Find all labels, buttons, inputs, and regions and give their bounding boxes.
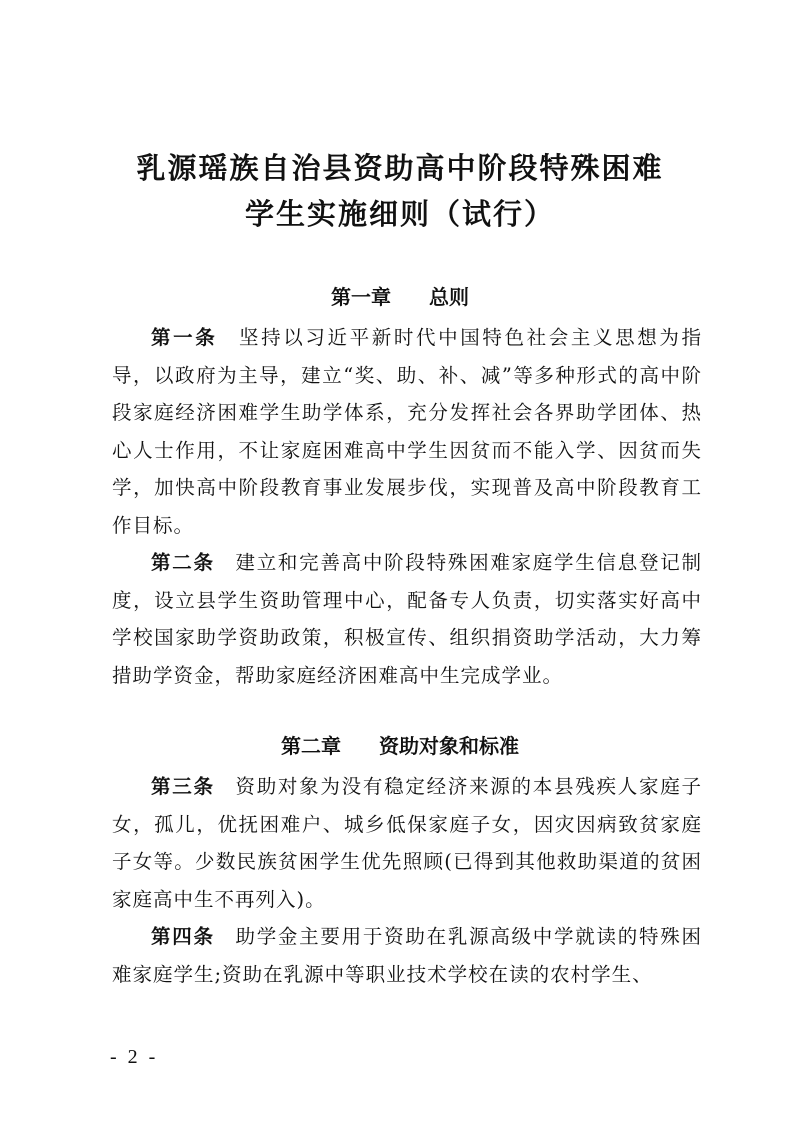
chapter-2-number: 第二章 [281, 734, 341, 758]
chapter-2-name: 资助对象和标准 [379, 734, 519, 758]
article-2-label: 第二条 [151, 551, 215, 574]
chapter-1-number: 第一章 [331, 285, 391, 309]
article-4-label: 第四条 [151, 925, 215, 948]
chapter-1-heading [0, 283, 800, 311]
document-title-line-1: 乳源瑶族自治县资助高中阶段特殊困难 [136, 151, 664, 185]
chapter-2-heading [0, 732, 800, 760]
article-4 [112, 918, 702, 993]
page-number: - 2 - [110, 1046, 159, 1068]
article-4-text: 助学金主要用于资助在乳源高级中学就读的特殊困难家庭学生;资助在乳源中等职业技术学校在读的农村学生、 [112, 925, 702, 986]
article-1-text: 坚持以习近平新时代中国特色社会主义思想为指导，以政府为主导，建立“奖、助、补、减”等多种形式的高中阶段家庭经济困难学生助学体系，充分发挥社会各界助学团体、热心人士作用，不让家庭困难高中学生因贫而不能入学、因贫而失学，加快高中阶段教育事业发展步伐，实现普及高中阶段教育工作目标。 [112, 326, 702, 537]
article-2-text: 建立和完善高中阶段特殊困难家庭学生信息登记制度，设立县学生资助管理中心，配备专人负责，切实落实好高中学校国家助学资助政策，积极宣传、组织捐资助学活动，大力筹措助学资金，帮助家庭经济困难高中生完成学业。 [112, 551, 702, 687]
document-title-line-2: 学生实施细则（试行） [244, 197, 555, 231]
chapter-1-name: 总则 [429, 285, 469, 309]
article-2 [112, 544, 702, 694]
article-3-text: 资助对象为没有稳定经济来源的本县残疾人家庭子女，孤儿，优抚困难户、城乡低保家庭子女，因灾因病致贫家庭子女等。少数民族贫困学生优先照顾(已得到其他救助渠道的贫困家庭高中生不再列入)。 [112, 775, 702, 911]
article-1 [112, 319, 702, 545]
article-3 [112, 768, 702, 918]
article-1-label: 第一条 [151, 326, 218, 349]
article-3-label: 第三条 [151, 775, 215, 798]
